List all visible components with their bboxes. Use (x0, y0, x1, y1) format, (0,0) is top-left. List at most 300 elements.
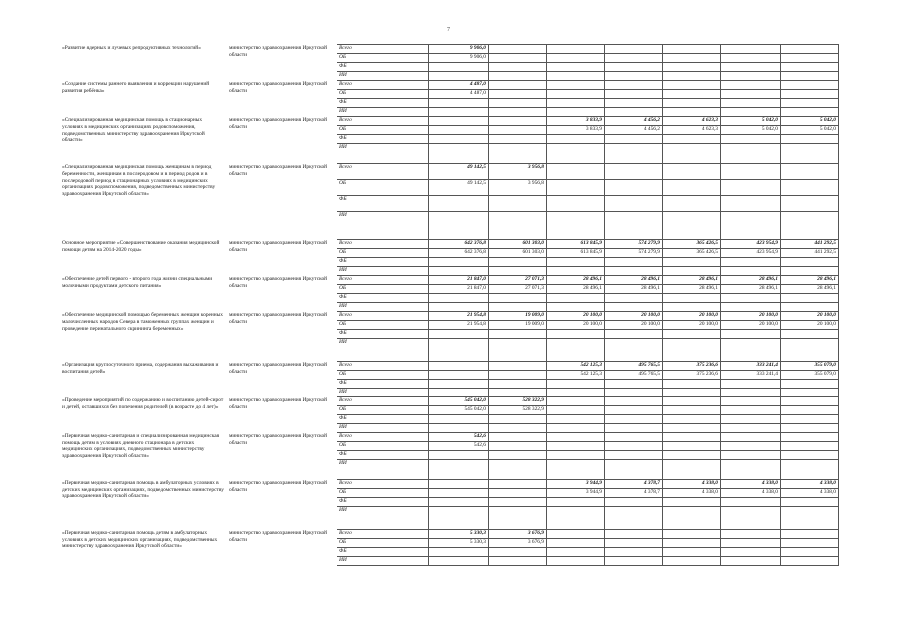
amount-cell: 20 100,0 (547, 312, 605, 321)
amount-cell (663, 164, 721, 180)
amount-cell: 28 496,1 (663, 276, 721, 285)
amount-cell (663, 405, 721, 414)
amount-cell: 4 623,3 (663, 117, 721, 126)
amount-cell (781, 441, 839, 450)
table-row (60, 432, 839, 441)
amount-cell (605, 72, 663, 81)
responsible-org: министерство здравоохранения Иркутской области (229, 312, 328, 325)
amount-cell (489, 63, 547, 72)
responsible-org: министерство здравоохранения Иркутской области (229, 81, 328, 94)
amount-cell: 545 042,0 (429, 396, 489, 405)
amount-cell (489, 212, 547, 240)
amount-cell: 574 279,9 (605, 240, 663, 249)
amount-cell (547, 180, 605, 196)
amount-cell (781, 389, 839, 397)
amount-cell: 3 676,9 (489, 529, 547, 538)
amount-cell (429, 330, 489, 339)
funding-source: ФБ (337, 99, 429, 108)
amount-cell (429, 144, 489, 164)
funding-source: ОБ (337, 54, 429, 63)
amount-cell (721, 72, 781, 81)
amount-cell (605, 405, 663, 414)
table-row (60, 362, 839, 371)
funding-source: ИИ (337, 212, 429, 240)
amount-cell: 5 042,0 (721, 117, 781, 126)
amount-cell (781, 267, 839, 276)
amount-cell: 28 496,1 (605, 285, 663, 294)
measure-name: Основное мероприятие «Совершенствование оказания медицинской помощи детям на 2014-2020 годы» (62, 240, 220, 253)
table-row (60, 240, 839, 249)
amount-cell: 542,6 (429, 432, 489, 441)
amount-cell (547, 330, 605, 339)
amount-cell: 4 487,0 (429, 90, 489, 99)
amount-cell (429, 339, 489, 362)
amount-cell (429, 506, 489, 529)
amount-cell: 375 236,6 (663, 371, 721, 380)
table-row (60, 81, 839, 90)
amount-cell (781, 556, 839, 565)
amount-cell (429, 497, 489, 506)
amount-cell (663, 459, 721, 479)
amount-cell: 28 496,1 (547, 285, 605, 294)
table-row (60, 396, 839, 405)
amount-cell: 27 071,3 (489, 276, 547, 285)
amount-cell: 5 042,0 (781, 117, 839, 126)
funding-source: Всего (337, 362, 429, 371)
amount-cell (547, 547, 605, 556)
funding-source: ИИ (337, 267, 429, 276)
amount-cell (547, 450, 605, 459)
responsible-org: министерство здравоохранения Иркутской области (229, 479, 328, 493)
amount-cell (547, 303, 605, 312)
amount-cell (721, 54, 781, 63)
amount-cell (663, 54, 721, 63)
amount-cell (429, 371, 489, 380)
amount-cell (489, 423, 547, 432)
amount-cell (605, 294, 663, 303)
amount-cell: 495 765,5 (605, 362, 663, 371)
amount-cell: 613 845,9 (547, 249, 605, 258)
amount-cell (489, 506, 547, 529)
amount-cell (781, 529, 839, 538)
amount-cell: 542 125,3 (547, 371, 605, 380)
funding-source: ОБ (337, 538, 429, 547)
amount-cell (721, 432, 781, 441)
amount-cell (781, 380, 839, 389)
amount-cell: 5 042,0 (781, 126, 839, 135)
amount-cell (721, 196, 781, 212)
funding-source: Всего (337, 276, 429, 285)
amount-cell (547, 164, 605, 180)
amount-cell: 5 330,3 (429, 529, 489, 538)
amount-cell (663, 450, 721, 459)
amount-cell: 642 376,8 (429, 249, 489, 258)
amount-cell (489, 81, 547, 90)
amount-cell (489, 135, 547, 144)
amount-cell: 333 241,4 (721, 362, 781, 371)
amount-cell (429, 556, 489, 565)
amount-cell (547, 144, 605, 164)
amount-cell (489, 108, 547, 117)
amount-cell (547, 497, 605, 506)
amount-cell (489, 126, 547, 135)
amount-cell (429, 423, 489, 432)
measure-name: «Организация круглосуточного приема, содержания выхаживания и воспитания детей» (62, 362, 219, 375)
responsible-org: министерство здравоохранения Иркутской области (229, 164, 328, 177)
amount-cell (663, 330, 721, 339)
amount-cell: 20 100,0 (547, 321, 605, 330)
amount-cell (781, 303, 839, 312)
amount-cell (489, 72, 547, 81)
funding-source: ИИ (337, 144, 429, 164)
amount-cell (663, 432, 721, 441)
amount-cell: 441 292,5 (781, 240, 839, 249)
amount-cell: 3 833,9 (547, 126, 605, 135)
amount-cell: 545 042,0 (429, 405, 489, 414)
amount-cell (547, 54, 605, 63)
amount-cell (547, 90, 605, 99)
amount-cell (721, 303, 781, 312)
amount-cell (781, 108, 839, 117)
amount-cell (605, 196, 663, 212)
amount-cell (605, 144, 663, 164)
amount-cell (663, 294, 721, 303)
funding-source: ОБ (337, 126, 429, 135)
amount-cell (721, 212, 781, 240)
amount-cell (429, 414, 489, 423)
amount-cell (721, 294, 781, 303)
amount-cell (781, 459, 839, 479)
amount-cell: 574 279,9 (605, 249, 663, 258)
amount-cell (605, 450, 663, 459)
amount-cell: 28 496,1 (663, 285, 721, 294)
amount-cell (663, 380, 721, 389)
amount-cell (605, 180, 663, 196)
amount-cell (721, 423, 781, 432)
amount-cell (605, 135, 663, 144)
amount-cell: 28 496,1 (605, 276, 663, 285)
amount-cell: 9 906,0 (429, 54, 489, 63)
amount-cell (721, 459, 781, 479)
amount-cell (429, 126, 489, 135)
amount-cell (721, 63, 781, 72)
funding-source: ИИ (337, 108, 429, 117)
amount-cell (489, 196, 547, 212)
amount-cell (489, 547, 547, 556)
amount-cell (663, 267, 721, 276)
amount-cell (489, 99, 547, 108)
amount-cell: 423 954,9 (721, 240, 781, 249)
amount-cell: 49 142,5 (429, 164, 489, 180)
amount-cell (721, 529, 781, 538)
amount-cell (489, 330, 547, 339)
amount-cell: 28 496,1 (781, 285, 839, 294)
table-row (60, 312, 839, 321)
amount-cell (429, 212, 489, 240)
measure-name: «Специализированная медицинская помощь в стационарных условиях в медицинских организациях родовспоможения, подведомственных министерству здравоохранения Иркутской области» (62, 117, 205, 144)
amount-cell (721, 135, 781, 144)
amount-cell (605, 414, 663, 423)
amount-cell (663, 90, 721, 99)
funding-source: ОБ (337, 180, 429, 196)
amount-cell (605, 423, 663, 432)
amount-cell (605, 258, 663, 267)
amount-cell: 495 765,5 (605, 371, 663, 380)
amount-cell: 5 042,0 (721, 126, 781, 135)
amount-cell (489, 267, 547, 276)
amount-cell: 9 906,0 (429, 45, 489, 54)
amount-cell (429, 479, 489, 488)
amount-cell: 642 376,8 (429, 240, 489, 249)
amount-cell (605, 389, 663, 397)
responsible-org: министерство здравоохранения Иркутской области (229, 529, 328, 543)
amount-cell (781, 538, 839, 547)
amount-cell: 19 009,0 (489, 321, 547, 330)
amount-cell (547, 459, 605, 479)
amount-cell (489, 90, 547, 99)
amount-cell (721, 144, 781, 164)
amount-cell (605, 303, 663, 312)
amount-cell: 28 496,1 (721, 285, 781, 294)
funding-source: Всего (337, 45, 429, 54)
amount-cell (489, 54, 547, 63)
amount-cell: 4 338,0 (721, 479, 781, 488)
amount-cell (489, 479, 547, 488)
amount-cell: 365 426,5 (663, 249, 721, 258)
amount-cell (429, 362, 489, 371)
amount-cell (605, 108, 663, 117)
amount-cell: 528 322,9 (489, 405, 547, 414)
amount-cell: 365 426,5 (663, 240, 721, 249)
funding-source: ОБ (337, 90, 429, 99)
table-row (60, 45, 839, 54)
amount-cell (429, 547, 489, 556)
table-row (60, 479, 839, 488)
amount-cell (605, 396, 663, 405)
amount-cell (663, 99, 721, 108)
amount-cell (663, 180, 721, 196)
amount-cell (663, 212, 721, 240)
measure-name: «Развитие ядерных и лучевых репродуктивных технологий» (62, 45, 201, 51)
amount-cell (781, 63, 839, 72)
amount-cell (489, 459, 547, 479)
amount-cell (489, 414, 547, 423)
funding-source: ИИ (337, 339, 429, 362)
amount-cell (605, 99, 663, 108)
amount-cell (547, 396, 605, 405)
amount-cell (721, 90, 781, 99)
amount-cell (489, 303, 547, 312)
measure-name: «Первичная медико-санитарная помощь детям в амбулаторных условиях в детских медицинских организациях, подведомственных министерству здравоохранения Иркутской области» (62, 529, 218, 550)
amount-cell (781, 330, 839, 339)
amount-cell (489, 362, 547, 371)
amount-cell: 528 322,9 (489, 396, 547, 405)
amount-cell: 20 100,0 (605, 321, 663, 330)
amount-cell: 375 236,6 (663, 362, 721, 371)
amount-cell: 28 496,1 (781, 276, 839, 285)
funding-source: ФБ (337, 380, 429, 389)
amount-cell (489, 294, 547, 303)
amount-cell: 21 954,8 (429, 312, 489, 321)
amount-cell (429, 117, 489, 126)
measure-name: «Первичная медико-санитарная и специализированная медицинская помощь детям в условиях дневного стационара в детских медицинских организациях, подведомственных министерству здравоохранения Иркутской области» (62, 432, 220, 460)
amount-cell: 441 292,5 (781, 249, 839, 258)
amount-cell (547, 405, 605, 414)
measure-name: «Обеспечение детей первого - второго года жизни специальными молочными продуктами детского питания» (62, 276, 213, 289)
amount-cell (605, 54, 663, 63)
amount-cell (781, 164, 839, 180)
amount-cell (429, 389, 489, 397)
amount-cell (781, 144, 839, 164)
table-row (60, 276, 839, 285)
amount-cell: 4 623,3 (663, 126, 721, 135)
amount-cell (781, 423, 839, 432)
amount-cell (605, 459, 663, 479)
amount-cell (429, 380, 489, 389)
amount-cell (663, 389, 721, 397)
amount-cell (605, 497, 663, 506)
amount-cell (663, 547, 721, 556)
amount-cell: 601 303,0 (489, 249, 547, 258)
amount-cell (781, 180, 839, 196)
amount-cell (781, 212, 839, 240)
amount-cell: 3 956,8 (489, 164, 547, 180)
funding-source: ФБ (337, 450, 429, 459)
amount-cell (781, 54, 839, 63)
amount-cell: 613 845,9 (547, 240, 605, 249)
funding-source: ОБ (337, 441, 429, 450)
amount-cell (663, 423, 721, 432)
amount-cell (429, 267, 489, 276)
amount-cell (489, 117, 547, 126)
amount-cell (721, 45, 781, 54)
amount-cell (605, 164, 663, 180)
amount-cell (605, 547, 663, 556)
amount-cell (721, 547, 781, 556)
amount-cell (721, 267, 781, 276)
amount-cell (781, 506, 839, 529)
funding-source: Всего (337, 479, 429, 488)
amount-cell (663, 396, 721, 405)
amount-cell (547, 258, 605, 267)
funding-source: ФБ (337, 258, 429, 267)
funding-source: ОБ (337, 371, 429, 380)
measure-name: «Обеспечение медицинской помощью беременных женщин коренных малочисленных народов Севера в таможенных группах женщин и проведение перинатального скрининга беременных» (62, 312, 223, 332)
amount-cell (489, 371, 547, 380)
funding-source: ФБ (337, 547, 429, 556)
amount-cell (781, 135, 839, 144)
amount-cell: 20 100,0 (663, 321, 721, 330)
amount-cell: 4 378,7 (605, 488, 663, 497)
amount-cell (721, 405, 781, 414)
amount-cell (605, 538, 663, 547)
amount-cell (781, 547, 839, 556)
responsible-org: министерство здравоохранения Иркутской области (229, 240, 328, 253)
amount-cell (429, 459, 489, 479)
amount-cell (429, 303, 489, 312)
amount-cell (547, 389, 605, 397)
amount-cell (663, 556, 721, 565)
budget-table (59, 44, 839, 566)
amount-cell (547, 339, 605, 362)
amount-cell (547, 506, 605, 529)
funding-source: Всего (337, 81, 429, 90)
amount-cell (663, 144, 721, 164)
amount-cell: 3 956,8 (489, 180, 547, 196)
amount-cell (605, 330, 663, 339)
amount-cell (721, 497, 781, 506)
amount-cell (489, 339, 547, 362)
amount-cell (663, 72, 721, 81)
amount-cell (663, 258, 721, 267)
amount-cell: 28 496,1 (547, 276, 605, 285)
amount-cell (429, 196, 489, 212)
amount-cell: 333 241,4 (721, 371, 781, 380)
measure-name: «Проведение мероприятий по содержанию и воспитанию детей-сирот и детей, оставшихся без попечения родителей (в возрасте до 4 лет)» (62, 396, 224, 410)
amount-cell: 601 303,0 (489, 240, 547, 249)
amount-cell (429, 63, 489, 72)
amount-cell (721, 506, 781, 529)
amount-cell: 542 125,3 (547, 362, 605, 371)
funding-source: Всего (337, 117, 429, 126)
funding-source: ФБ (337, 63, 429, 72)
responsible-org: министерство здравоохранения Иркутской области (229, 45, 328, 58)
amount-cell: 20 100,0 (781, 321, 839, 330)
amount-cell (721, 396, 781, 405)
amount-cell (547, 423, 605, 432)
amount-cell (605, 441, 663, 450)
responsible-org: министерство здравоохранения Иркутской области (229, 117, 328, 130)
amount-cell (721, 81, 781, 90)
measure-name: «Создание системы раннего выявления и коррекции нарушений развития ребёнка» (62, 81, 210, 94)
amount-cell: 3 833,9 (547, 117, 605, 126)
amount-cell (489, 144, 547, 164)
amount-cell (429, 72, 489, 81)
funding-source: Всего (337, 396, 429, 405)
amount-cell (663, 303, 721, 312)
amount-cell (663, 81, 721, 90)
amount-cell: 20 100,0 (663, 312, 721, 321)
amount-cell (663, 108, 721, 117)
amount-cell (547, 108, 605, 117)
amount-cell (429, 108, 489, 117)
funding-source: ФБ (337, 414, 429, 423)
funding-source: ИИ (337, 423, 429, 432)
amount-cell (547, 196, 605, 212)
funding-source: ОБ (337, 488, 429, 497)
table-row (60, 117, 839, 126)
amount-cell (547, 414, 605, 423)
funding-source: ИИ (337, 72, 429, 81)
funding-source: Всего (337, 432, 429, 441)
funding-source: ОБ (337, 405, 429, 414)
amount-cell (663, 497, 721, 506)
amount-cell (721, 180, 781, 196)
table-row (60, 529, 839, 538)
amount-cell (663, 441, 721, 450)
amount-cell (663, 339, 721, 362)
amount-cell (429, 488, 489, 497)
amount-cell (721, 380, 781, 389)
amount-cell (429, 99, 489, 108)
funding-source: ОБ (337, 249, 429, 258)
amount-cell (721, 99, 781, 108)
amount-cell (781, 396, 839, 405)
responsible-org: министерство здравоохранения Иркутской области (229, 432, 328, 446)
amount-cell (605, 556, 663, 565)
amount-cell: 4 456,2 (605, 117, 663, 126)
amount-cell (605, 506, 663, 529)
